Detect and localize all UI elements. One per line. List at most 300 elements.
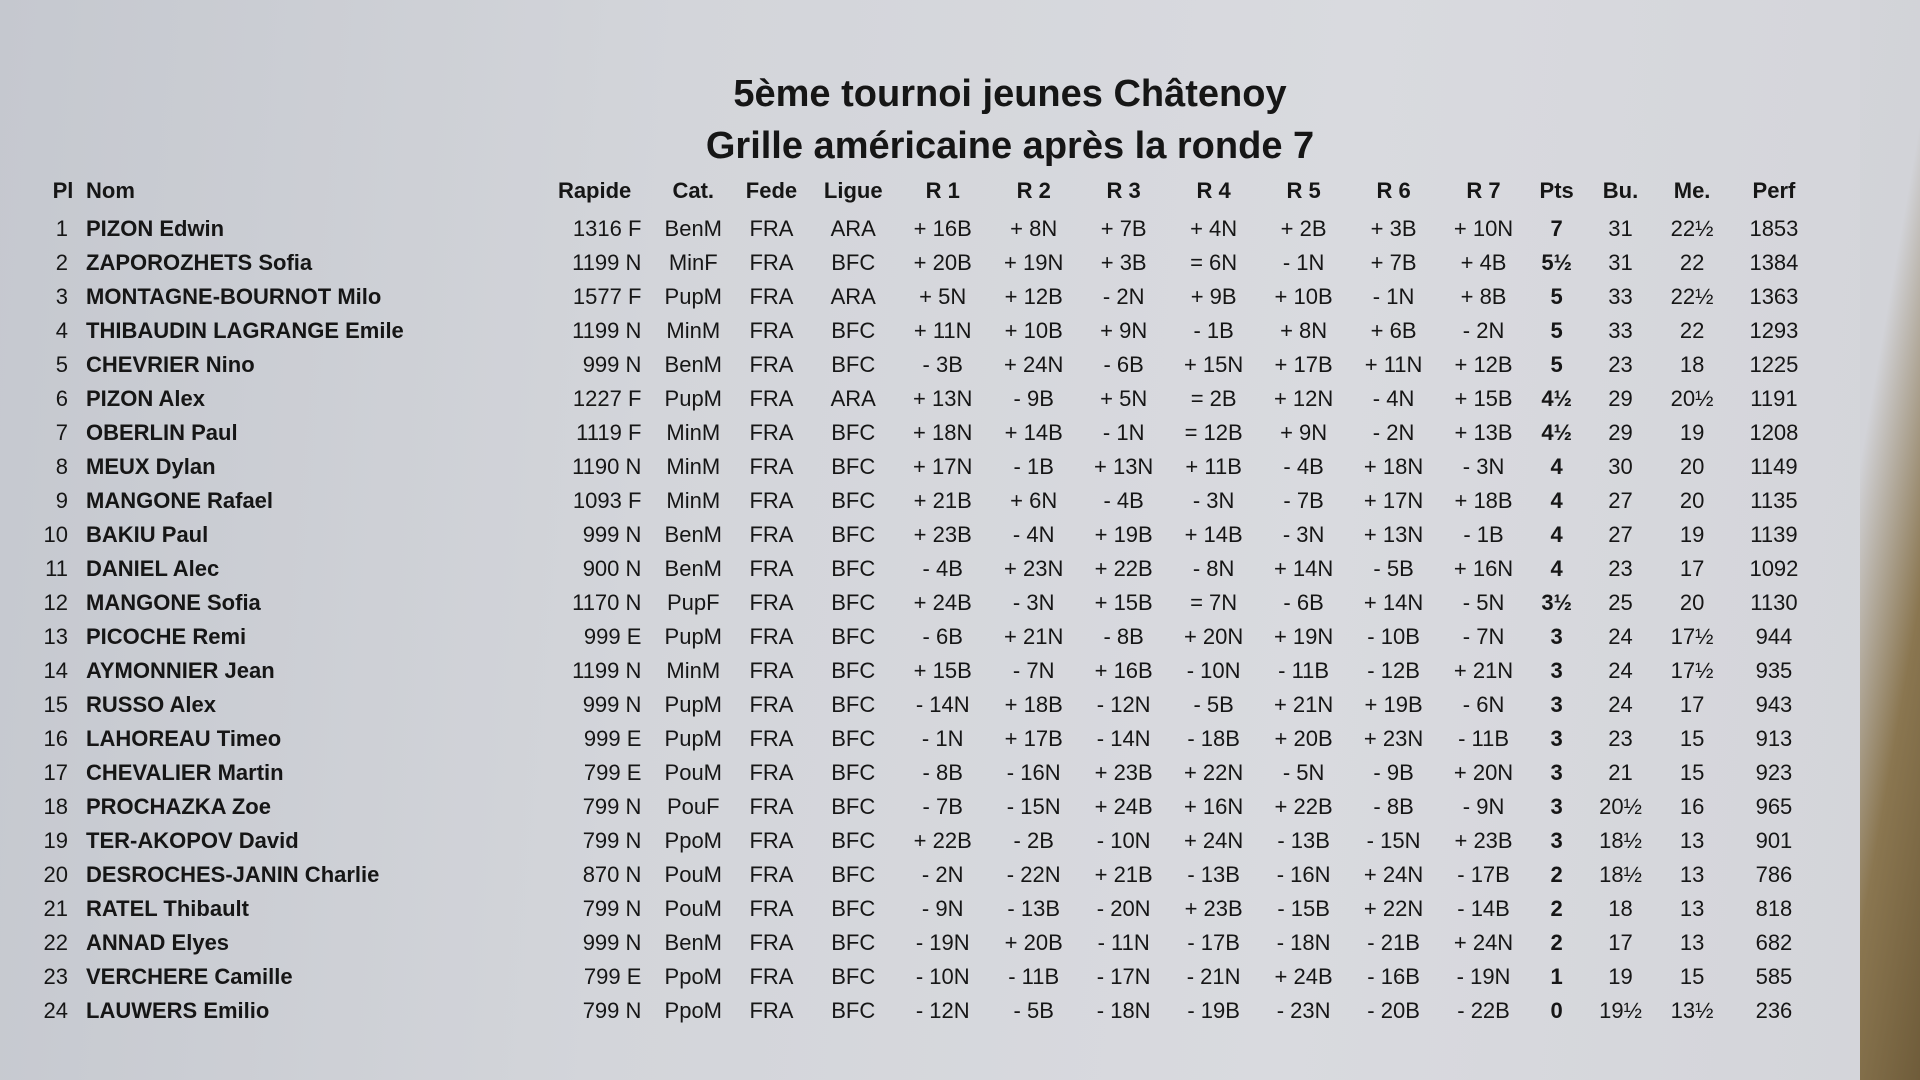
cell-points: 5 [1550, 352, 1563, 377]
cell-buchholz: 24 [1608, 624, 1633, 649]
cell-place: 4 [55, 318, 68, 343]
cell-league: BFC [831, 352, 876, 377]
cell-round-1: - 14N [915, 692, 970, 717]
cell-round-2: - 2B [1013, 828, 1054, 853]
cell-points: 5 [1550, 318, 1563, 343]
cell-points: 5 [1550, 284, 1563, 309]
cell-buchholz: 24 [1608, 692, 1633, 717]
cell-round-4: + 4N [1190, 216, 1238, 241]
header-r3: R 3 [1106, 178, 1141, 203]
cell-round-1: + 5N [919, 284, 967, 309]
table-row [40, 212, 1820, 246]
cell-performance: 1225 [1749, 352, 1799, 377]
cell-points: 2 [1550, 896, 1563, 921]
cell-round-5: - 1N [1282, 250, 1325, 275]
cell-performance: 923 [1755, 760, 1793, 785]
cell-name: VERCHERE Camille [86, 964, 293, 989]
cell-federation: FRA [749, 250, 794, 275]
cell-buchholz: 25 [1608, 590, 1633, 615]
table-row [40, 314, 1820, 348]
cell-category: MinM [666, 318, 721, 343]
cell-round-4: - 17B [1187, 930, 1240, 955]
cell-place: 19 [43, 828, 68, 853]
cell-round-3: + 23B [1094, 760, 1153, 785]
cell-category: PupM [664, 726, 723, 751]
table-row [40, 824, 1820, 858]
cell-rating: 1093 F [572, 488, 642, 513]
cell-category: PouM [664, 862, 723, 887]
cell-buchholz: 27 [1608, 522, 1633, 547]
page-title: 5ème tournoi jeunes Châtenoy [733, 73, 1287, 115]
cell-performance: 1092 [1749, 556, 1799, 581]
table-row [40, 586, 1820, 620]
cell-category: PpoM [664, 964, 723, 989]
cell-league: BFC [831, 658, 876, 683]
cell-performance: 1363 [1749, 284, 1799, 309]
cell-name: DANIEL Alec [86, 556, 220, 581]
cell-points: 3 [1550, 828, 1563, 853]
cell-buchholz: 18 [1608, 896, 1633, 921]
header-r2: R 2 [1016, 178, 1051, 203]
cell-round-6: + 11N [1364, 352, 1423, 377]
cell-rating: 799 E [583, 760, 642, 785]
cell-points: 4 [1550, 556, 1563, 581]
cell-round-3: - 1N [1102, 420, 1145, 445]
cell-round-2: - 22N [1006, 862, 1061, 887]
cell-round-5: + 9N [1280, 420, 1328, 445]
cell-points: 3 [1550, 692, 1563, 717]
cell-round-3: - 17N [1096, 964, 1151, 989]
cell-round-4: = 7N [1190, 590, 1238, 615]
cell-name: PIZON Edwin [86, 216, 225, 241]
cell-league: BFC [831, 692, 876, 717]
cell-performance: 1130 [1750, 590, 1798, 615]
cell-median: 19 [1679, 522, 1705, 547]
cell-round-5: + 8N [1280, 318, 1328, 343]
cell-round-4: + 9B [1190, 284, 1237, 309]
cell-round-7: - 9N [1462, 794, 1505, 819]
cell-median: 22 [1679, 318, 1705, 343]
cell-round-5: + 24B [1274, 964, 1333, 989]
cell-median: 20 [1679, 590, 1705, 615]
cell-round-6: - 8B [1373, 794, 1414, 819]
cell-median: 17 [1679, 692, 1705, 717]
cell-round-7: - 22B [1457, 998, 1510, 1023]
cell-league: ARA [830, 284, 876, 309]
cell-round-3: - 10N [1096, 828, 1151, 853]
cell-round-4: = 6N [1190, 250, 1238, 275]
cell-performance: 682 [1755, 930, 1793, 955]
table-row [40, 450, 1820, 484]
cell-round-5: - 7B [1283, 488, 1324, 513]
cell-performance: 585 [1755, 964, 1793, 989]
cell-federation: FRA [749, 692, 794, 717]
cell-category: PpoM [664, 828, 723, 853]
cell-round-3: - 14N [1096, 726, 1151, 751]
cell-round-2: + 17B [1004, 726, 1063, 751]
cell-round-3: - 2N [1102, 284, 1145, 309]
cell-name: LAHOREAU Timeo [86, 726, 282, 751]
cell-round-5: + 14N [1273, 556, 1334, 581]
cell-round-6: + 24N [1363, 862, 1424, 887]
cell-league: BFC [831, 760, 876, 785]
cell-round-7: - 14B [1457, 896, 1510, 921]
cell-median: 19 [1679, 420, 1705, 445]
cell-category: BenM [664, 216, 723, 241]
cell-round-2: - 7N [1012, 658, 1055, 683]
cell-round-5: - 6B [1283, 590, 1324, 615]
cell-buchholz: 21 [1608, 760, 1633, 785]
cell-performance: 1191 [1750, 386, 1798, 411]
cell-round-6: - 2N [1372, 420, 1415, 445]
cell-round-1: + 23B [913, 522, 972, 547]
cell-federation: FRA [749, 794, 794, 819]
cell-points: 3 [1550, 760, 1563, 785]
cell-category: MinM [666, 658, 721, 683]
header-bu: Bu. [1602, 178, 1639, 203]
cell-round-6: + 17N [1363, 488, 1424, 513]
cell-league: BFC [831, 998, 876, 1023]
cell-name: CHEVALIER Martin [86, 760, 284, 785]
cell-name: CHEVRIER Nino [86, 352, 255, 377]
cell-rating: 1316 F [572, 216, 642, 241]
cell-round-3: - 18N [1096, 998, 1151, 1023]
cell-round-2: + 19N [1004, 250, 1064, 275]
cell-name: MANGONE Sofia [86, 590, 261, 615]
header-r7: R 7 [1466, 178, 1501, 203]
header-nom: Nom [86, 178, 135, 203]
cell-round-2: - 1B [1013, 454, 1054, 479]
cell-name: AYMONNIER Jean [86, 658, 275, 683]
cell-place: 16 [43, 726, 68, 751]
cell-round-7: - 3N [1462, 454, 1505, 479]
cell-league: BFC [831, 590, 876, 615]
cell-points: 3 [1550, 658, 1563, 683]
cell-federation: FRA [749, 216, 794, 241]
cell-round-3: - 11N [1097, 930, 1150, 955]
cell-buchholz: 23 [1608, 556, 1633, 581]
cell-buchholz: 19 [1608, 964, 1633, 989]
table-row [40, 960, 1820, 994]
cell-rating: 799 N [582, 998, 642, 1023]
cell-round-7: - 7N [1462, 624, 1505, 649]
cell-round-1: - 8B [922, 760, 963, 785]
cell-place: 22 [43, 930, 68, 955]
cell-league: BFC [831, 930, 876, 955]
cell-round-1: - 12N [915, 998, 970, 1023]
cell-round-1: + 24B [913, 590, 972, 615]
cell-buchholz: 30 [1608, 454, 1633, 479]
cell-league: BFC [831, 250, 876, 275]
cell-name: ANNAD Elyes [86, 930, 230, 955]
cell-performance: 1208 [1749, 420, 1799, 445]
cell-buchholz: 27 [1608, 488, 1633, 513]
cell-federation: FRA [749, 556, 794, 581]
cell-round-1: - 2N [921, 862, 964, 887]
cell-round-5: - 18N [1276, 930, 1331, 955]
cell-round-2: - 11B [1008, 964, 1060, 989]
cell-median: 22 [1679, 250, 1705, 275]
cell-rating: 900 N [582, 556, 642, 581]
cell-round-6: + 14N [1363, 590, 1424, 615]
cell-federation: FRA [749, 318, 794, 343]
cell-place: 14 [43, 658, 68, 683]
cell-round-7: + 10N [1453, 216, 1514, 241]
cell-round-4: - 3N [1192, 488, 1235, 513]
cell-place: 2 [55, 250, 68, 275]
cell-rating: 1190 N [572, 454, 642, 479]
header-pts: Pts [1539, 178, 1574, 203]
cell-round-3: + 15B [1094, 590, 1153, 615]
cell-name: PIZON Alex [86, 386, 205, 411]
cell-points: 2 [1550, 930, 1563, 955]
cell-round-1: - 1N [921, 726, 964, 751]
cell-category: BenM [664, 522, 723, 547]
cell-rating: 799 N [582, 896, 642, 921]
header-me: Me. [1673, 178, 1711, 203]
cell-performance: 935 [1755, 658, 1793, 683]
table-row [40, 858, 1820, 892]
cell-round-7: + 4B [1460, 250, 1507, 275]
cell-round-2: + 10B [1004, 318, 1063, 343]
table-row [40, 722, 1820, 756]
cell-category: BenM [664, 930, 723, 955]
cell-points: 5½ [1541, 250, 1572, 275]
header-perf: Perf [1752, 178, 1796, 203]
cell-round-1: - 10N [915, 964, 970, 989]
cell-round-6: - 9B [1373, 760, 1414, 785]
cell-place: 23 [43, 964, 68, 989]
cell-buchholz: 20½ [1599, 794, 1642, 819]
cell-round-5: + 17B [1274, 352, 1333, 377]
cell-round-2: + 8N [1010, 216, 1058, 241]
cell-round-3: - 6B [1103, 352, 1144, 377]
cell-rating: 799 E [583, 964, 642, 989]
cell-name: MANGONE Rafael [86, 488, 274, 513]
cell-category: PouF [666, 794, 720, 819]
cell-federation: FRA [749, 726, 794, 751]
cell-name: PICOCHE Remi [86, 624, 247, 649]
cell-round-1: - 19N [915, 930, 970, 955]
cell-category: MinF [668, 250, 718, 275]
cell-points: 4½ [1541, 386, 1572, 411]
cell-round-4: - 19B [1187, 998, 1240, 1023]
cell-name: BAKIU Paul [86, 522, 209, 547]
cell-round-1: - 6B [922, 624, 963, 649]
cell-round-1: + 17N [913, 454, 973, 479]
cell-round-4: = 12B [1184, 420, 1243, 445]
cell-points: 4 [1550, 454, 1563, 479]
cell-points: 3 [1550, 624, 1563, 649]
cell-federation: FRA [749, 862, 794, 887]
cell-federation: FRA [749, 488, 794, 513]
cell-round-4: + 14B [1184, 522, 1243, 547]
cell-rating: 1199 N [572, 250, 642, 275]
cell-performance: 1139 [1750, 522, 1798, 547]
cell-round-6: + 18N [1363, 454, 1424, 479]
cell-round-3: + 7B [1100, 216, 1147, 241]
cell-round-4: - 10N [1186, 658, 1241, 683]
cell-category: PpoM [664, 998, 723, 1023]
cell-name: DESROCHES-JANIN Charlie [86, 862, 380, 887]
cell-federation: FRA [749, 352, 794, 377]
cell-round-7: + 24N [1453, 930, 1514, 955]
cell-round-2: - 4N [1012, 522, 1055, 547]
cell-round-2: + 14B [1004, 420, 1063, 445]
cell-buchholz: 23 [1608, 726, 1633, 751]
cell-round-5: + 19N [1273, 624, 1334, 649]
cell-rating: 999 E [583, 624, 642, 649]
cell-league: BFC [831, 828, 876, 853]
cell-round-1: + 21B [913, 488, 972, 513]
cell-place: 9 [55, 488, 68, 513]
cell-round-5: - 16N [1276, 862, 1331, 887]
cell-place: 18 [43, 794, 68, 819]
cell-place: 24 [43, 998, 68, 1023]
cell-federation: FRA [749, 624, 794, 649]
cell-round-7: + 23B [1454, 828, 1513, 853]
cell-round-7: - 2N [1462, 318, 1505, 343]
cell-rating: 999 E [583, 726, 642, 751]
cell-category: MinM [666, 420, 721, 445]
table-header-row [40, 170, 1820, 212]
cell-performance: 818 [1755, 896, 1793, 921]
cell-round-6: + 19B [1364, 692, 1423, 717]
cell-league: BFC [831, 896, 876, 921]
cell-round-7: - 5N [1462, 590, 1505, 615]
cell-round-6: - 12B [1367, 658, 1420, 683]
cell-rating: 1119 F [576, 420, 642, 445]
cell-performance: 944 [1755, 624, 1793, 649]
cell-name: TER-AKOPOV David [86, 828, 299, 853]
cell-federation: FRA [749, 284, 794, 309]
cell-round-6: + 6B [1370, 318, 1417, 343]
cell-place: 21 [43, 896, 68, 921]
cell-federation: FRA [749, 998, 794, 1023]
cell-league: BFC [831, 556, 876, 581]
table-row [40, 688, 1820, 722]
cell-median: 20 [1679, 488, 1705, 513]
cell-round-5: - 23N [1276, 998, 1331, 1023]
cell-round-2: + 6N [1010, 488, 1058, 513]
cell-category: PupM [664, 692, 723, 717]
cell-performance: 913 [1755, 726, 1793, 751]
cell-place: 3 [55, 284, 68, 309]
cell-round-7: + 20N [1453, 760, 1514, 785]
cell-points: 7 [1550, 216, 1563, 241]
header-fede: Fede [745, 178, 798, 203]
cell-round-5: + 22B [1274, 794, 1333, 819]
cell-round-6: + 3B [1370, 216, 1417, 241]
table-row [40, 484, 1820, 518]
cell-name: MEUX Dylan [86, 454, 216, 479]
cell-round-2: - 9B [1013, 386, 1054, 411]
cell-round-2: + 21N [1004, 624, 1064, 649]
cell-round-3: + 13N [1094, 454, 1154, 479]
cell-round-3: + 21B [1094, 862, 1153, 887]
cell-rating: 1577 F [572, 284, 642, 309]
cell-round-5: + 12N [1273, 386, 1334, 411]
cell-name: RUSSO Alex [86, 692, 217, 717]
cell-points: 4 [1550, 522, 1563, 547]
cell-round-3: + 9N [1100, 318, 1148, 343]
cell-league: ARA [830, 216, 876, 241]
cell-buchholz: 33 [1608, 284, 1633, 309]
cell-place: 6 [55, 386, 68, 411]
cell-league: BFC [831, 420, 876, 445]
cell-round-5: + 21N [1273, 692, 1334, 717]
cell-round-7: + 15B [1454, 386, 1513, 411]
cell-category: PupM [664, 624, 723, 649]
cell-round-3: - 20N [1096, 896, 1151, 921]
header-r5: R 5 [1286, 178, 1321, 203]
cell-league: BFC [831, 318, 876, 343]
table-row [40, 246, 1820, 280]
cell-round-6: - 10B [1367, 624, 1420, 649]
cell-round-2: - 13B [1007, 896, 1060, 921]
cell-median: 15 [1679, 964, 1705, 989]
cell-league: ARA [830, 386, 876, 411]
cell-category: MinM [666, 454, 721, 479]
cell-points: 2 [1550, 862, 1563, 887]
cell-place: 8 [55, 454, 68, 479]
cell-league: BFC [831, 522, 876, 547]
cell-category: BenM [664, 352, 723, 377]
header-cat: Cat. [672, 178, 715, 203]
table-row [40, 518, 1820, 552]
cell-round-2: + 23N [1004, 556, 1064, 581]
cell-rating: 999 N [582, 930, 642, 955]
cell-rating: 799 N [582, 828, 642, 853]
cell-round-7: + 21N [1453, 658, 1514, 683]
cell-round-5: - 15B [1277, 896, 1330, 921]
cell-round-6: + 13N [1363, 522, 1424, 547]
cell-round-2: - 16N [1006, 760, 1061, 785]
cell-round-3: + 22B [1094, 556, 1153, 581]
cell-performance: 786 [1755, 862, 1793, 887]
cell-rating: 999 N [582, 692, 642, 717]
cell-league: BFC [831, 488, 876, 513]
page-subtitle: Grille américaine après la ronde 7 [705, 125, 1315, 167]
cell-round-6: - 21B [1367, 930, 1420, 955]
cell-category: PupF [666, 590, 720, 615]
header-rapide: Rapide [557, 178, 632, 203]
header-r6: R 6 [1376, 178, 1411, 203]
cell-league: BFC [831, 624, 876, 649]
cell-federation: FRA [749, 420, 794, 445]
cell-round-3: - 12N [1096, 692, 1151, 717]
cell-median: 13 [1679, 896, 1705, 921]
cell-league: BFC [831, 454, 876, 479]
cell-name: PROCHAZKA Zoe [86, 794, 271, 819]
cell-round-5: + 2B [1280, 216, 1327, 241]
cell-round-4: + 24N [1183, 828, 1244, 853]
cell-round-3: + 16B [1094, 658, 1153, 683]
cell-performance: 236 [1755, 998, 1793, 1023]
cell-rating: 1199 N [572, 658, 642, 683]
cell-performance: 901 [1755, 828, 1793, 853]
cell-round-7: - 17B [1457, 862, 1510, 887]
cell-median: 13½ [1670, 998, 1714, 1023]
cell-points: 3 [1550, 794, 1563, 819]
cell-federation: FRA [749, 930, 794, 955]
cell-round-1: + 15B [913, 658, 972, 683]
cell-performance: 1293 [1749, 318, 1799, 343]
cell-performance: 943 [1755, 692, 1793, 717]
cell-median: 17½ [1670, 658, 1714, 683]
cell-points: 3½ [1541, 590, 1572, 615]
cell-median: 20½ [1670, 386, 1714, 411]
